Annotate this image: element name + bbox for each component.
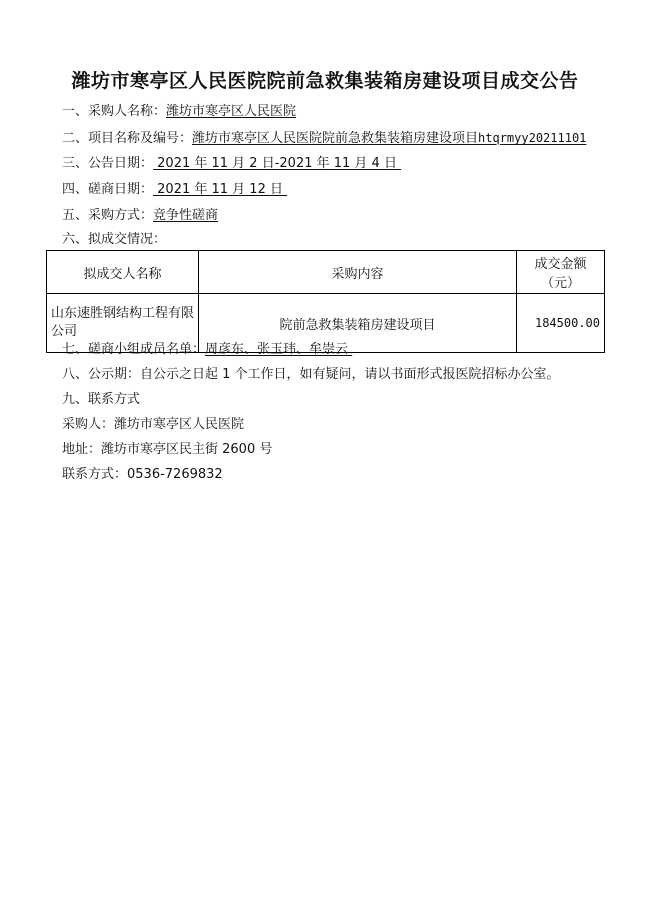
contact-purchaser: 采购人：潍坊市寒亭区人民医院 — [62, 417, 245, 432]
project-code: htqrmyy20211101 — [478, 131, 587, 145]
announce-date-line — [62, 155, 401, 173]
announce-date-label: 三、公告日期： — [62, 156, 154, 171]
purchaser-value: 潍坊市寒亭区人民医院 — [166, 104, 297, 119]
project-label: 二、项目名称及编号： — [62, 131, 193, 146]
publicity-line: 八、公示期：自公示之日起 1 个工作日，如有疑问，请以书面形式报医院招标办公室。 — [62, 367, 560, 382]
project-line — [62, 129, 586, 148]
award-table — [46, 250, 605, 353]
table-header-row — [47, 251, 605, 294]
negotiation-date-value: 2021 年 11 月 12 日 — [153, 182, 288, 197]
page-title: 潍坊市寒亭区人民医院院前急救集装箱房建设项目成交公告 — [71, 70, 579, 92]
award-heading: 六、拟成交情况： — [62, 232, 167, 247]
method-value: 竞争性磋商 — [153, 208, 219, 223]
cell-content: 院前急救集装箱房建设项目 — [199, 294, 517, 353]
header-amount: 成交金额（元） — [517, 251, 605, 294]
panel-line — [62, 341, 352, 359]
project-name — [192, 131, 586, 146]
contact-phone: 联系方式：0536-7269832 — [62, 467, 223, 482]
contact-heading: 九、联系方式 — [62, 392, 141, 407]
purchaser-line — [62, 103, 296, 121]
project-name-text: 潍坊市寒亭区人民医院院前急救集装箱房建设项目 — [192, 131, 479, 146]
negotiation-date-label: 四、磋商日期： — [62, 182, 154, 197]
cell-supplier: 山东速胜钢结构工程有限公司 — [47, 294, 199, 353]
purchaser-label: 一、采购人名称： — [62, 104, 167, 119]
header-content: 采购内容 — [199, 251, 517, 294]
cell-amount: 184500.00 — [517, 294, 605, 353]
negotiation-date-line — [62, 181, 287, 199]
panel-value: 周彦东、张玉玮、牟崇云 — [205, 342, 353, 357]
header-supplier: 拟成交人名称 — [47, 251, 199, 294]
method-label: 五、采购方式： — [62, 208, 154, 223]
announce-date-value: 2021 年 11 月 2 日-2021 年 11 月 4 日 — [153, 156, 402, 171]
panel-label: 七、磋商小组成员名单： — [62, 342, 206, 357]
method-line — [62, 207, 218, 225]
contact-address: 地址：潍坊市寒亭区民主街 2600 号 — [62, 442, 273, 457]
